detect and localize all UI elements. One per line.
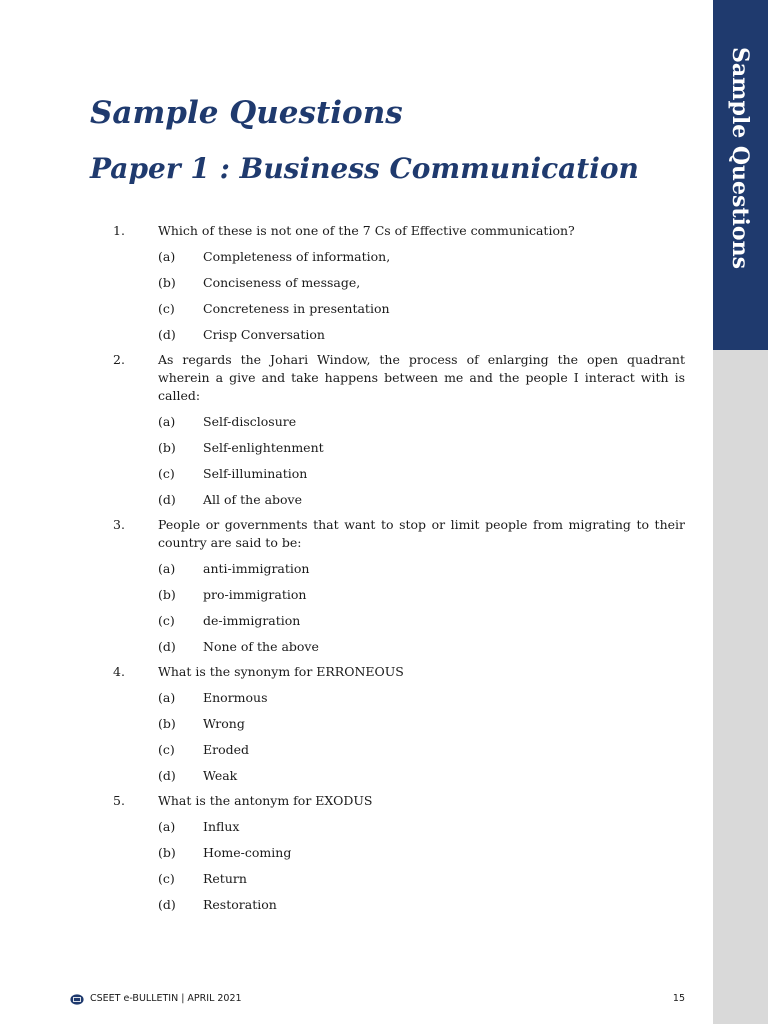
page-number: 15 bbox=[672, 993, 685, 1004]
option-d bbox=[158, 638, 685, 656]
option-d bbox=[158, 326, 685, 344]
option-text: Restoration bbox=[203, 897, 277, 912]
option-text: Concreteness in presentation bbox=[203, 301, 390, 316]
option-label: (c) bbox=[158, 301, 175, 316]
option-text: Self-illumination bbox=[203, 466, 308, 481]
option-label: (a) bbox=[158, 819, 176, 834]
option-text: None of the above bbox=[203, 639, 319, 654]
option-label: (a) bbox=[158, 414, 176, 429]
option-text: Return bbox=[203, 871, 247, 886]
option-a bbox=[158, 248, 685, 266]
option-label: (a) bbox=[158, 561, 176, 576]
option-c bbox=[158, 465, 685, 483]
option-text: Completeness of information, bbox=[203, 249, 391, 264]
option-label: (d) bbox=[158, 327, 176, 342]
option-text: Self-enlightenment bbox=[203, 440, 324, 455]
option-list bbox=[158, 689, 685, 785]
option-label: (a) bbox=[158, 690, 176, 705]
option-a bbox=[158, 560, 685, 578]
option-a bbox=[158, 689, 685, 707]
option-label: (c) bbox=[158, 742, 175, 757]
option-b bbox=[158, 439, 685, 457]
option-b bbox=[158, 274, 685, 292]
option-label: (d) bbox=[158, 897, 176, 912]
option-a bbox=[158, 818, 685, 836]
option-d bbox=[158, 896, 685, 914]
question-number: 4. bbox=[113, 664, 125, 679]
option-text: Wrong bbox=[203, 716, 245, 731]
question-list bbox=[113, 222, 685, 921]
option-label: (d) bbox=[158, 639, 176, 654]
option-a bbox=[158, 413, 685, 431]
option-text: All of the above bbox=[203, 492, 303, 507]
option-c bbox=[158, 300, 685, 318]
question-text: As regards the Johari Window, the process of enlarging the open quadrant wherein a give and take happens between me and the people I interact with is called: bbox=[158, 352, 685, 403]
option-text: anti-immigration bbox=[203, 561, 310, 576]
option-label: (b) bbox=[158, 440, 176, 455]
option-text: Home-coming bbox=[203, 845, 292, 860]
option-b bbox=[158, 715, 685, 733]
question-text: What is the synonym for ERRONEOUS bbox=[158, 664, 404, 679]
option-c bbox=[158, 741, 685, 759]
option-label: (b) bbox=[158, 716, 176, 731]
page-title: Sample Questions bbox=[90, 95, 403, 131]
question-text: People or governments that want to stop or limit people from migrating to their country are said to be: bbox=[158, 517, 685, 550]
option-label: (c) bbox=[158, 613, 175, 628]
option-list bbox=[158, 560, 685, 656]
option-label: (b) bbox=[158, 587, 176, 602]
option-text: Crisp Conversation bbox=[203, 327, 325, 342]
option-text: pro-immigration bbox=[203, 587, 307, 602]
option-label: (d) bbox=[158, 768, 176, 783]
option-b bbox=[158, 844, 685, 862]
question-number: 1. bbox=[113, 223, 125, 238]
icsi-logo-icon bbox=[70, 994, 84, 1005]
option-label: (b) bbox=[158, 275, 176, 290]
option-text: Influx bbox=[203, 819, 240, 834]
option-label: (d) bbox=[158, 492, 176, 507]
option-label: (c) bbox=[158, 871, 175, 886]
footer-bulletin-text: CSEET e-BULLETIN | APRIL 2021 bbox=[90, 993, 242, 1004]
option-list bbox=[158, 248, 685, 344]
question-number: 3. bbox=[113, 517, 125, 532]
option-c bbox=[158, 612, 685, 630]
question-text: What is the antonym for EXODUS bbox=[158, 793, 373, 808]
option-text: de-immigration bbox=[203, 613, 301, 628]
question-5 bbox=[113, 792, 685, 914]
option-label: (c) bbox=[158, 466, 175, 481]
option-c bbox=[158, 870, 685, 888]
question-3 bbox=[113, 516, 685, 656]
option-list bbox=[158, 818, 685, 914]
option-list bbox=[158, 413, 685, 509]
question-number: 2. bbox=[113, 352, 125, 367]
option-label: (b) bbox=[158, 845, 176, 860]
side-tab-label: Sample Questions bbox=[727, 47, 753, 269]
question-2 bbox=[113, 351, 685, 509]
question-4 bbox=[113, 663, 685, 785]
option-text: Enormous bbox=[203, 690, 268, 705]
page-subtitle: Paper 1 : Business Communication bbox=[90, 152, 639, 185]
option-text: Eroded bbox=[203, 742, 250, 757]
option-d bbox=[158, 767, 685, 785]
page-footer bbox=[70, 993, 685, 1007]
question-1 bbox=[113, 222, 685, 344]
option-label: (a) bbox=[158, 249, 176, 264]
question-number: 5. bbox=[113, 793, 125, 808]
option-d bbox=[158, 491, 685, 509]
option-text: Conciseness of message, bbox=[203, 275, 361, 290]
option-text: Weak bbox=[203, 768, 238, 783]
option-b bbox=[158, 586, 685, 604]
option-text: Self-disclosure bbox=[203, 414, 297, 429]
question-text: Which of these is not one of the 7 Cs of Effective communication? bbox=[158, 223, 575, 238]
